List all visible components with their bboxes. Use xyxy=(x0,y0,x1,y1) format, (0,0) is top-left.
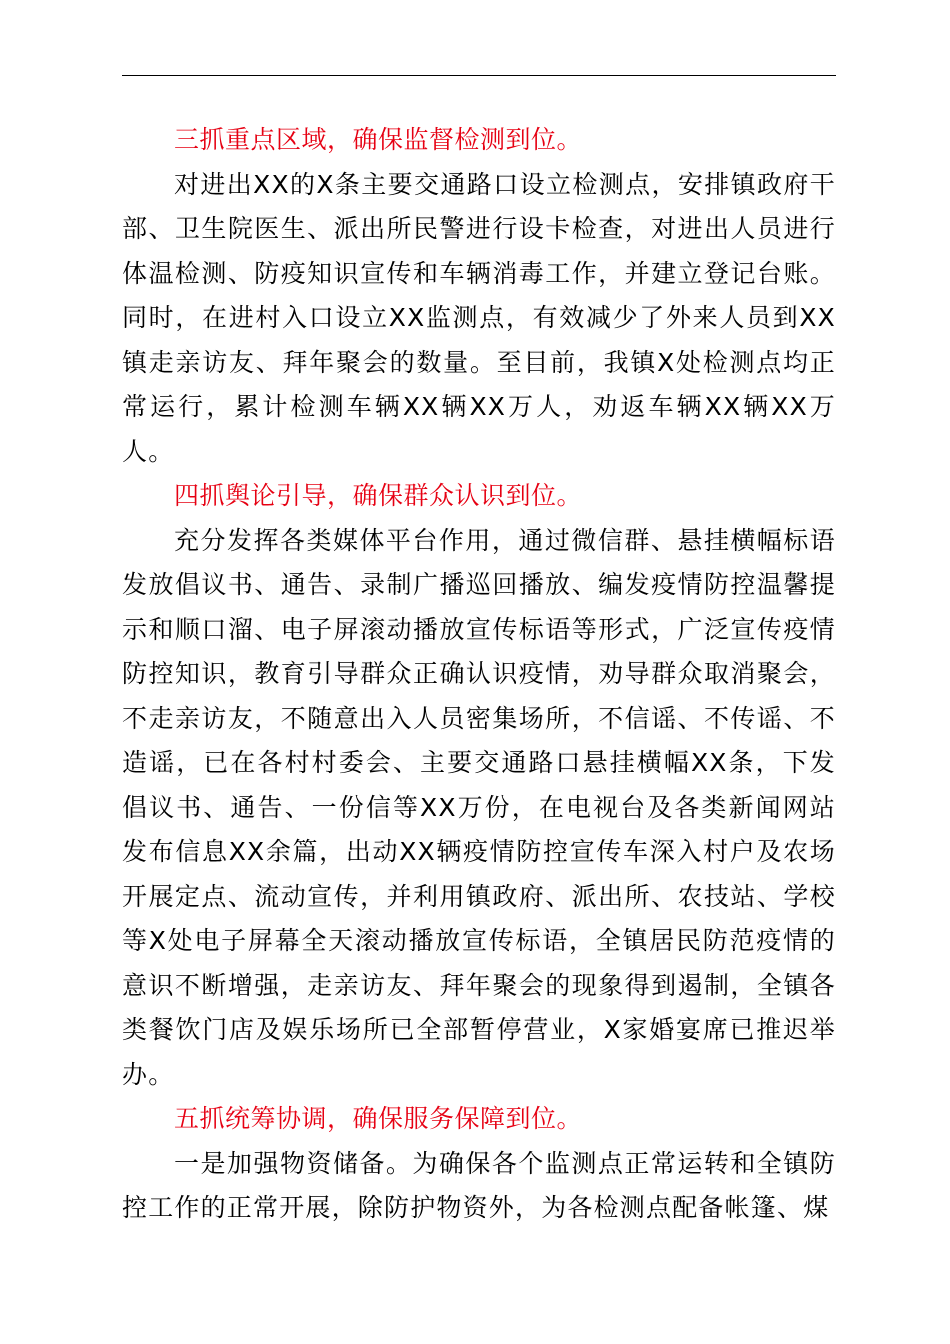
section-heading-5: 五抓统筹协调，确保服务保障到位。 xyxy=(174,1104,583,1133)
section-paragraph-5: 一是加强物资储备。为确保各个监测点正常运转和全镇防控工作的正常开展，除防护物资外，为各检测点配备帐篷、煤 xyxy=(122,1148,836,1222)
document-body xyxy=(122,118,836,1231)
section-paragraph-4: 充分发挥各类媒体平台作用，通过微信群、悬挂横幅标语发放倡议书、通告、录制广播巡回播放、编发疫情防控温馨提示和顺口溜、电子屏滚动播放宣传标语等形式，广泛宣传疫情防控知识，教育引导群众正确认识疫情，劝导群众取消聚会，不走亲访友，不随意出入人员密集场所，不信谣、不传谣、不造谣，已在各村村委会、主要交通路口悬挂横幅XX条，下发倡议书、通告、一份信等XX万份，在电视台及各类新闻网站发布信息XX余篇，出动XX辆疫情防控宣传车深入村户及农场开展定点、流动宣传，并利用镇政府、派出所、农技站、学校等X处电子屏幕全天滚动播放宣传标语，全镇居民防范疫情的意识不断增强，走亲访友、拜年聚会的现象得到遏制，全镇各类餐饮门店及娱乐场所已全部暂停营业，X家婚宴席已推迟举办。 xyxy=(122,525,836,1089)
header-rule xyxy=(122,75,836,76)
section-paragraph-3: 对进出XX的X条主要交通路口设立检测点，安排镇政府干部、卫生院医生、派出所民警进行设卡检查，对进出人员进行体温检测、防疫知识宣传和车辆消毒工作，并建立登记台账。同时，在进村入口设立XX监测点，有效减少了外来人员到XX镇走亲访友、拜年聚会的数量。至目前，我镇X处检测点均正常运行，累计检测车辆XX辆XX万人，劝返车辆XX辆XX万人。 xyxy=(122,169,836,466)
section-heading-3: 三抓重点区域，确保监督检测到位。 xyxy=(174,125,583,154)
section-heading-4: 四抓舆论引导，确保群众认识到位。 xyxy=(174,481,583,510)
